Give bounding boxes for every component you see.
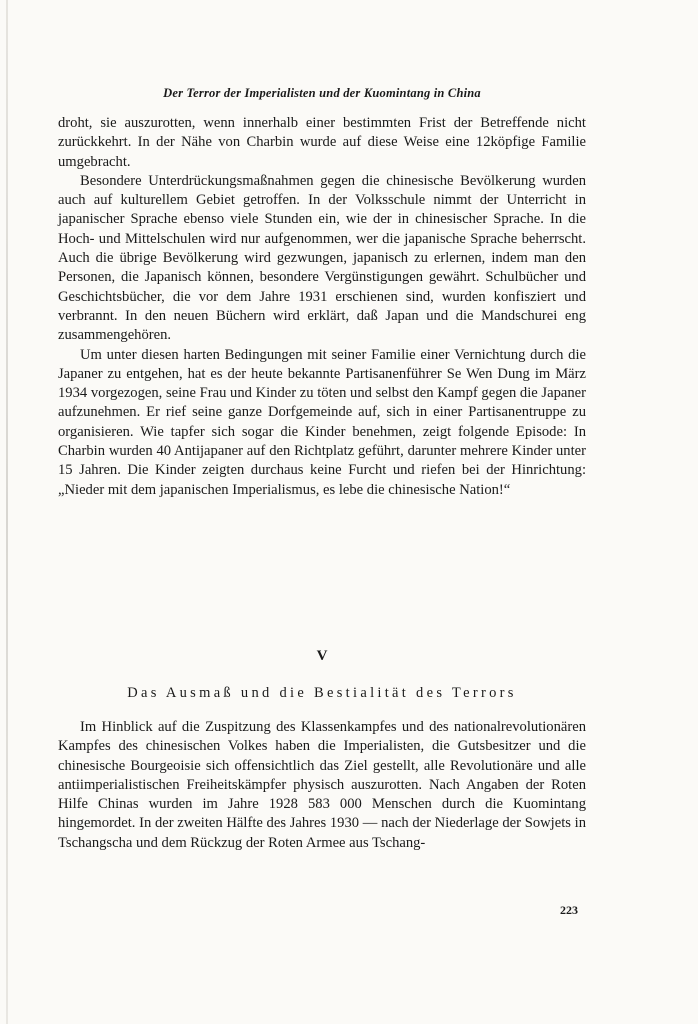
- paragraph: Im Hinblick auf die Zuspitzung des Klassenkampfes und des nationalrevolutionären Kampfes des chinesischen Volkes haben die Imperialisten, die Gutsbesitzer und die chinesische Bourgeoisie sich offensichtlich das Ziel gestellt, alle Revolutionäre und alle antiimperialistischen Freiheitskämpfer physisch auszurotten. Nach Angaben der Roten Hilfe Chinas wurden im Jahre 1928 583 000 Menschen durch die Kuomintang hingemordet. In der zweiten Hälfte des Jahres 1930 — nach der Niederlage der Sowjets in Tschangscha und dem Rückzug der Roten Armee aus Tschang-: [58, 719, 586, 851]
- text-block-bottom: [58, 718, 586, 853]
- page-number: 223: [560, 903, 578, 917]
- book-page: [58, 0, 586, 1024]
- paragraph: droht, sie auszurotten, wenn innerhalb einer bestimmten Frist der Betreffende nicht zurückkehrt. In der Nähe von Charbin wurde auf diese Weise eine 12köpfige Familie umgebracht.: [58, 115, 586, 170]
- text-block-top: [58, 114, 586, 500]
- section-number: V: [316, 648, 328, 664]
- paragraph: Besondere Unterdrückungsmaßnahmen gegen die chinesische Bevölkerung wurden auch auf kulturellem Gebiet getroffen. In der Volksschule nimmt der Unterricht in japanischer Sprache ebenso viele Stunden ein, wie der in chinesischer Sprache. In die Hoch- und Mittelschulen wird nur aufgenommen, wer die japanische Sprache beherrscht. Auch die übrige Bevölkerung wird gezwungen, japanisch zu erlernen, indem man den Personen, die Japanisch können, besondere Vergünstigungen gewährt. Schulbücher und Geschichtsbücher, die vor dem Jahre 1931 erschienen sind, wurden konfisziert und verbrannt. In den neuen Büchern wird erklärt, daß Japan und die Mandschurei eng zusammengehören.: [58, 172, 586, 344]
- page-edge-shadow: [6, 0, 8, 1024]
- running-head: Der Terror der Imperialisten und der Kuomintang in China: [163, 86, 481, 100]
- paragraph: Um unter diesen harten Bedingungen mit seiner Familie einer Vernichtung durch die Japaner zu entgehen, hat es der heute bekannte Partisanenführer Se Wen Dung im März 1934 vorgezogen, seine Frau und Kinder zu töten und selbst den Kampf gegen die Japaner aufzunehmen. Er rief seine ganze Dorfgemeinde auf, sich in einer Partisanentruppe zu organisieren. Wie tapfer sich sogar die Kinder benehmen, zeigt folgende Episode: In Charbin wurden 40 Antijapaner auf den Richtplatz geführt, darunter mehrere Kinder unter 15 Jahren. Die Kinder zeigten durchaus keine Furcht und riefen bei der Hinrichtung: „Nieder mit dem japanischen Imperialismus, es lebe die chinesische Nation!“: [58, 346, 586, 498]
- section-title: Das Ausmaß und die Bestialität des Terrors: [127, 685, 517, 701]
